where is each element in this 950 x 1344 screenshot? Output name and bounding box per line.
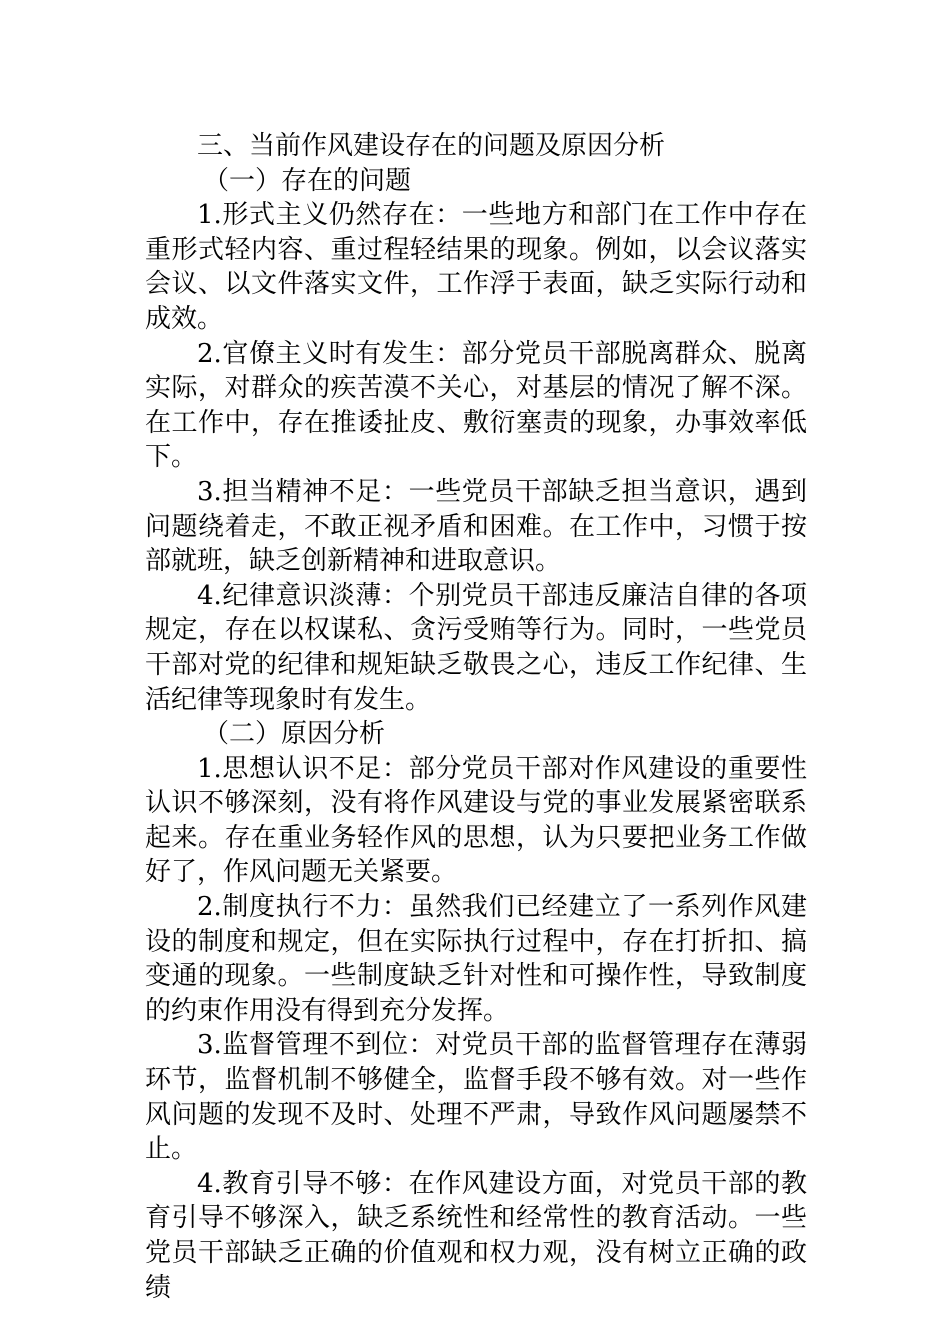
causes-heading: （二）原因分析 [203,719,386,750]
cause-paragraph-2: 2.制度执行不力：虽然我们已经建立了一系列作风建设的制度和规定，但在实际执行过程中，存在打折扣、搞变通的现象。一些制度缺乏针对性和可操作性，导致制度的约束作用没有得到充分发挥。 [145,892,807,1026]
problem-paragraph-2: 2.官僚主义时有发生：部分党员干部脱离群众、脱离实际，对群众的疾苦漠不关心，对基层的情况了解不深。在工作中，存在推诿扯皮、敷衍塞责的现象，办事效率低下。 [145,338,807,473]
problem-paragraph-3: 3.担当精神不足：一些党员干部缺乏担当意识，遇到问题绕着走，不敢正视矛盾和困难。在工作中，习惯于按部就班，缺乏创新精神和进取意识。 [145,476,807,577]
cause-paragraph-4: 4.教育引导不够：在作风建设方面，对党员干部的教育引导不够深入，缺乏系统性和经常性的教育活动。一些党员干部缺乏正确的价值观和权力观，没有树立正确的政绩 [145,1168,807,1303]
problem-paragraph-1: 1.形式主义仍然存在：一些地方和部门在工作中存在重形式轻内容、重过程轻结果的现象。例如，以会议落实会议、以文件落实文件，工作浮于表面，缺乏实际行动和成效。 [145,200,807,334]
cause-paragraph-3: 3.监督管理不到位：对党员干部的监督管理存在薄弱环节，监督机制不够健全，监督手段不够有效。对一些作风问题的发现不及时、处理不严肃，导致作风问题屡禁不止。 [145,1030,807,1165]
problems-heading: （一）存在的问题 [203,165,412,196]
section-title: 三、当前作风建设存在的问题及原因分析 [197,131,666,161]
problem-paragraph-4: 4.纪律意识淡薄：个别党员干部违反廉洁自律的各项规定，存在以权谋私、贪污受贿等行为。同时，一些党员干部对党的纪律和规矩缺乏敬畏之心，违反工作纪律、生活纪律等现象时有发生。 [145,580,807,715]
document-body [145,129,807,1305]
cause-paragraph-1: 1.思想认识不足：部分党员干部对作风建设的重要性认识不够深刻，没有将作风建设与党的事业发展紧密联系起来。存在重业务轻作风的思想，认为只要把业务工作做好了，作风问题无关紧要。 [145,753,807,888]
